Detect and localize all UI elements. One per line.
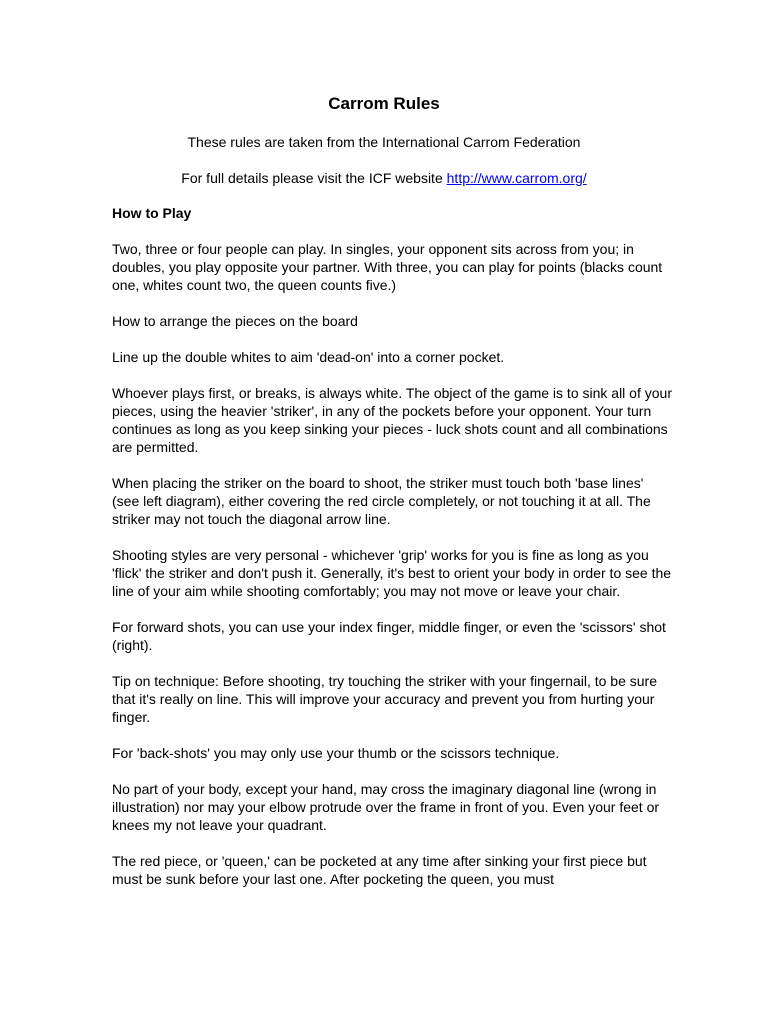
document-title: Carrom Rules [328,94,440,113]
paragraph-body-position: No part of your body, except your hand, may cross the imaginary diagonal line (wrong in illustration) nor may your elbow protrude over the frame in front of you. Even your feet or knees my not leave your quadrant. [112,781,660,833]
paragraph-double-whites: Line up the double whites to aim 'dead-on' into a corner pocket. [112,349,505,365]
visit-note [0,169,768,187]
paragraph-back-shots: For 'back-shots' you may only use your thumb or the scissors technique. [112,745,560,761]
paragraph-shooting-styles: Shooting styles are very personal - whichever 'grip' works for you is fine as long as you 'flick' the striker and don't push it. Generally, it's best to orient your body in order to see the line of your aim while shooting comfortably; you may not move or leave your chair. [112,547,672,599]
paragraph-players: Two, three or four people can play. In singles, your opponent sits across from you; in doubles, you play opposite your partner. With three, you can play for points (blacks count one, whites count two, the queen counts five.) [112,241,663,293]
paragraph-technique-tip: Tip on technique: Before shooting, try touching the striker with your fingernail, to be sure that it's really on line. This will improve your accuracy and prevent you from hurting your finger. [112,673,658,725]
icf-website-link[interactable]: http://www.carrom.org/ [446,170,587,186]
visit-note-text: For full details please visit the ICF website [181,170,447,186]
paragraph-striker-placement: When placing the striker on the board to shoot, the striker must touch both 'base lines' (see left diagram), either covering the red circle completely, or not touching it at all. The striker may not touch the diagonal arrow line. [112,475,651,527]
paragraph-queen: The red piece, or 'queen,' can be pocketed at any time after sinking your first piece but must be sunk before your last one. After pocketing the queen, you must [112,853,647,887]
paragraph-forward-shots: For forward shots, you can use your index finger, middle finger, or even the 'scissors' shot (right). [112,619,666,653]
paragraph-object: Whoever plays first, or breaks, is always white. The object of the game is to sink all of your pieces, using the heavier 'striker', in any of the pockets before your opponent. Your turn continues as long as you keep sinking your pieces - luck shots count and all combinations are permitted. [112,385,672,455]
paragraph-arrange-heading: How to arrange the pieces on the board [112,313,358,329]
document-body [112,204,672,906]
source-note: These rules are taken from the International Carrom Federation [187,134,581,150]
section-heading-how-to-play: How to Play [112,205,192,221]
